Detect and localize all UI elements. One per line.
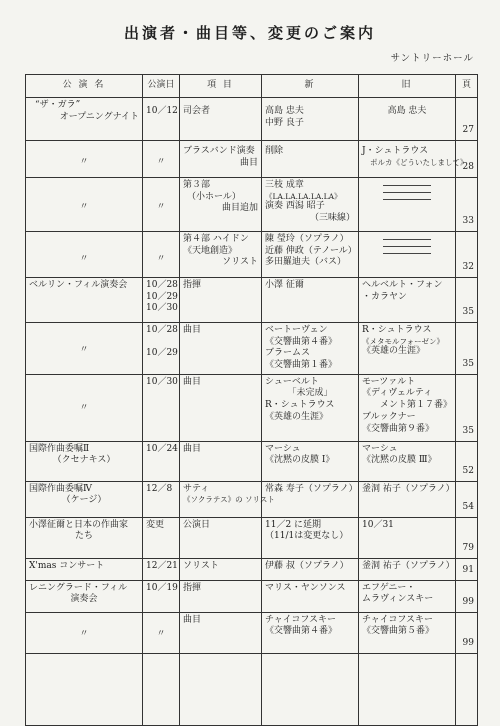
cell-page: 91 <box>456 558 478 580</box>
date-line: 〃 <box>156 628 166 639</box>
date-line: 〃 <box>156 254 166 264</box>
item-line: （小ホール） <box>187 191 241 202</box>
date-line: 12／21 <box>146 560 178 571</box>
cell-page: 79 <box>456 517 478 558</box>
venue-name: サントリーホール <box>390 53 474 64</box>
cell-item <box>180 278 262 323</box>
header-event: 公 演 名 <box>26 75 143 98</box>
cell-item <box>180 481 275 517</box>
cell-new <box>262 323 359 375</box>
table-row <box>26 178 478 232</box>
new-line: （三味線） <box>309 213 355 224</box>
cell-item <box>180 612 262 653</box>
old-line: ムラヴィンスキー <box>362 594 434 605</box>
cell-new <box>262 374 359 441</box>
cell-item <box>180 580 262 612</box>
cell-old <box>359 232 456 278</box>
new-line: 《交響曲第１番》 <box>265 360 338 371</box>
header-date: 公演日 <box>143 75 180 98</box>
item-line: 曲目追加 <box>221 203 258 214</box>
cell-old <box>359 374 456 441</box>
new-line: 《交響曲第４番》 <box>265 336 338 347</box>
item-line: 第３部 <box>183 180 211 190</box>
new-line: 三枝 成章 <box>265 180 304 190</box>
new-line: 演奏 西潟 昭子 <box>265 201 325 212</box>
old-line: ブルックナー <box>362 411 416 422</box>
old-line: R・シュトラウス <box>362 325 432 335</box>
event-line: （ケージ） <box>61 495 107 506</box>
header-page: 頁 <box>456 75 478 98</box>
item-line: 第４部 ハイドン <box>183 234 249 244</box>
event-line: 〃 <box>79 202 89 212</box>
new-line: 《交響曲第４番》 <box>265 626 338 637</box>
date-line: 10／12 <box>146 106 178 116</box>
cell-date <box>143 441 180 481</box>
table-row <box>26 374 478 441</box>
cell-item <box>180 141 262 178</box>
cell-event <box>26 612 143 653</box>
new-line: マーシュ <box>265 443 301 454</box>
new-line: 11／2 に延期 <box>265 519 322 530</box>
old-line: J・シュトラウス <box>362 146 429 156</box>
date-line: 10／28 <box>146 280 178 290</box>
item-line: 曲目 <box>183 325 202 335</box>
event-line: 〃 <box>79 254 89 264</box>
cell-event <box>26 481 143 517</box>
event-line: たち <box>74 531 93 542</box>
date-line <box>146 337 176 349</box>
cell-item <box>180 441 262 481</box>
new-line: ブラームス <box>265 348 311 359</box>
old-line: 《英雄の生涯》 <box>362 346 426 357</box>
new-line: 常森 寿子（ソプラノ） <box>265 483 358 494</box>
table-row <box>26 232 478 278</box>
cell-new <box>262 98 359 141</box>
old-line: エフゲニー・ <box>362 582 416 593</box>
date-line: 変更 <box>146 519 165 530</box>
cell-event <box>26 323 143 375</box>
date-line: 10／28 <box>146 325 178 335</box>
new-line: 中野 良子 <box>265 117 304 128</box>
cell-item <box>180 374 262 441</box>
header-item: 項 目 <box>180 75 262 98</box>
cell-new <box>262 441 359 481</box>
new-line: 高島 忠夫 <box>265 106 304 116</box>
date-line: 10／30 <box>146 376 178 387</box>
event-line: 〃 <box>79 345 89 355</box>
table-header-row <box>26 75 478 98</box>
old-line: ポルカ《どういたしまして》 <box>370 157 468 167</box>
cell-new <box>262 481 359 517</box>
cell-date <box>143 558 180 580</box>
cell-old <box>359 558 456 580</box>
cell-new <box>262 141 359 178</box>
old-line: 《ディヴェルティ <box>362 388 433 399</box>
cell-page: 54 <box>456 481 478 517</box>
cell-item <box>180 517 262 558</box>
old-line: 《メタモルフォーゼン》 <box>362 336 444 346</box>
old-line: メント第１７番》 <box>379 400 452 411</box>
new-line: 削除 <box>265 146 284 156</box>
old-line: 釜洞 祐子（ソプラノ） <box>362 560 455 571</box>
table-row <box>26 558 478 580</box>
empty-cell <box>143 653 180 725</box>
empty-dash <box>383 199 431 200</box>
empty-cell <box>456 653 478 725</box>
date-line: 12／8 <box>146 483 173 494</box>
event-line: ベルリン・フィル演奏会 <box>29 280 128 290</box>
cell-old <box>359 323 456 375</box>
event-line: オープニングナイト <box>59 111 139 122</box>
new-line: 《沈黙の皮膜 Ⅰ》 <box>265 455 335 466</box>
cell-event <box>26 232 143 278</box>
item-line: 曲目 <box>239 157 258 168</box>
cell-page: 99 <box>456 612 478 653</box>
cell-page: 52 <box>456 441 478 481</box>
cell-event <box>26 98 143 141</box>
cell-event <box>26 441 143 481</box>
item-line: 司会者 <box>183 106 211 116</box>
old-line: ・カラヤン <box>362 291 407 302</box>
cell-old <box>359 278 456 323</box>
cell-event <box>26 374 143 441</box>
cell-event <box>26 178 143 232</box>
cell-event <box>26 278 143 323</box>
item-line: ブラスバンド演奏 <box>183 146 255 156</box>
item-line: 公演日 <box>183 519 211 530</box>
empty-dash <box>383 239 431 240</box>
notice-title: 出演者・曲目等、変更のご案内 <box>123 24 376 42</box>
date-line: 10／29 <box>146 348 178 359</box>
item-line: サティ <box>183 483 210 494</box>
empty-dash <box>383 192 431 193</box>
cell-old <box>359 580 456 612</box>
cell-date <box>143 374 180 441</box>
event-line: （クセナキス） <box>52 455 116 466</box>
cell-date <box>143 481 180 517</box>
old-line: 《交響曲第５番》 <box>362 626 435 637</box>
event-line: レニングラード・フィル <box>29 582 128 593</box>
new-line: シューベルト <box>265 376 319 387</box>
new-line: 多田羅迪夫（バス） <box>265 257 347 268</box>
cell-new <box>262 580 359 612</box>
cell-event <box>26 141 143 178</box>
new-line: 《LA.LA.LA.LA.LA》 <box>265 191 342 201</box>
item-line: 曲目 <box>183 443 202 454</box>
event-line: 〃 <box>79 628 89 639</box>
event-line: X'mas コンサート <box>29 560 105 571</box>
empty-row <box>26 653 478 725</box>
item-line: 《天地創造》 <box>183 245 238 256</box>
old-line: 釜洞 祐子（ソプラノ） <box>362 483 455 494</box>
table-row <box>26 98 478 141</box>
cell-date <box>143 141 180 178</box>
empty-dash <box>383 246 431 247</box>
cell-event <box>26 580 143 612</box>
date-line: 〃 <box>156 157 166 167</box>
event-line: “ザ・ガラ” <box>35 100 81 110</box>
new-line: （11/1は変更なし） <box>265 531 349 542</box>
cell-new <box>262 558 359 580</box>
item-line: 曲目 <box>183 614 202 625</box>
cell-old <box>359 178 456 232</box>
event-line: 演奏会 <box>70 594 98 605</box>
cell-item <box>180 178 262 232</box>
cell-item <box>180 558 262 580</box>
header-new: 新 <box>262 75 359 98</box>
table-row <box>26 580 478 612</box>
cell-new <box>262 232 359 278</box>
cell-old <box>359 612 456 653</box>
cell-item <box>180 98 262 141</box>
date-line: 10／19 <box>146 582 178 593</box>
cell-date <box>143 232 180 278</box>
event-line: 小澤征爾と日本の作曲家 <box>29 519 129 530</box>
cell-old <box>359 441 456 481</box>
header-old: 旧 <box>359 75 456 98</box>
cell-item <box>180 323 262 375</box>
item-line: 指揮 <box>183 582 202 593</box>
empty-cell <box>26 653 143 725</box>
date-line: 10／30 <box>146 303 178 314</box>
cell-date <box>143 278 180 323</box>
new-line: 小澤 征爾 <box>265 280 304 290</box>
new-line: チャイコフスキー <box>265 614 337 625</box>
new-line: R・シュトラウス <box>265 400 335 411</box>
cell-page: 99 <box>456 580 478 612</box>
event-line: 〃 <box>79 157 89 167</box>
cell-event <box>26 517 143 558</box>
cell-page: 35 <box>456 374 478 441</box>
cell-old <box>359 517 456 558</box>
cell-date <box>143 323 180 375</box>
empty-cell <box>180 653 262 725</box>
item-line: 《ソクラテス》の ソリスト <box>183 495 275 505</box>
cell-new <box>262 178 359 232</box>
item-line: 曲目 <box>183 376 202 387</box>
date-line: 10／29 <box>146 291 178 302</box>
cell-new <box>262 612 359 653</box>
cell-old <box>359 98 456 141</box>
empty-dash <box>383 253 431 254</box>
event-line: 国際作曲委嘱Ⅳ <box>29 483 92 494</box>
old-line: 《沈黙の皮膜 Ⅲ》 <box>362 455 437 466</box>
old-line: 10／31 <box>362 519 394 530</box>
table-row <box>26 517 478 558</box>
table-row <box>26 278 478 323</box>
old-line: 高島 忠夫 <box>387 106 427 116</box>
change-table <box>25 74 478 726</box>
table-row <box>26 323 478 375</box>
empty-cell <box>262 653 359 725</box>
table-row <box>26 481 478 517</box>
table-row <box>26 141 478 178</box>
table-row <box>26 612 478 653</box>
date-line: 10／24 <box>146 443 178 454</box>
new-line: 伊藤 叔（ソプラノ） <box>265 560 349 571</box>
table-row <box>26 441 478 481</box>
old-line: ヘルベルト・フォン <box>362 280 443 290</box>
date-line: 〃 <box>156 202 166 212</box>
old-line: 《交響曲第９番》 <box>362 423 435 434</box>
new-line: マリス・ヤンソンス <box>265 582 346 593</box>
cell-date <box>143 612 180 653</box>
new-line: ベートーヴェン <box>265 325 328 335</box>
item-line: 指揮 <box>183 280 202 290</box>
cell-item <box>180 232 262 278</box>
cell-new <box>262 517 359 558</box>
item-line: ソリスト <box>222 257 258 268</box>
cell-page: 35 <box>456 278 478 323</box>
event-line: 〃 <box>79 402 89 413</box>
cell-page: 28 <box>456 141 478 178</box>
cell-old <box>359 481 456 517</box>
old-line: マーシュ <box>362 443 398 454</box>
cell-date <box>143 178 180 232</box>
empty-cell <box>359 653 456 725</box>
cell-new <box>262 278 359 323</box>
cell-page: 33 <box>456 178 478 232</box>
new-line: 《英雄の生涯》 <box>265 411 329 422</box>
cell-event <box>26 558 143 580</box>
cell-page: 32 <box>456 232 478 278</box>
new-line: 「未完成」 <box>287 388 333 399</box>
cell-page: 35 <box>456 323 478 375</box>
empty-dash <box>383 185 431 186</box>
cell-date <box>143 98 180 141</box>
old-line: チャイコフスキー <box>362 614 434 625</box>
cell-date <box>143 517 180 558</box>
cell-date <box>143 580 180 612</box>
cell-page: 27 <box>456 98 478 141</box>
new-line: 陳 瑩玲（ソプラノ） <box>265 234 349 244</box>
old-line: モーツァルト <box>362 376 416 387</box>
new-line: 近藤 伸政（テノール） <box>265 245 357 256</box>
event-line: 国際作曲委嘱Ⅱ <box>29 443 90 454</box>
item-line: ソリスト <box>183 560 219 571</box>
